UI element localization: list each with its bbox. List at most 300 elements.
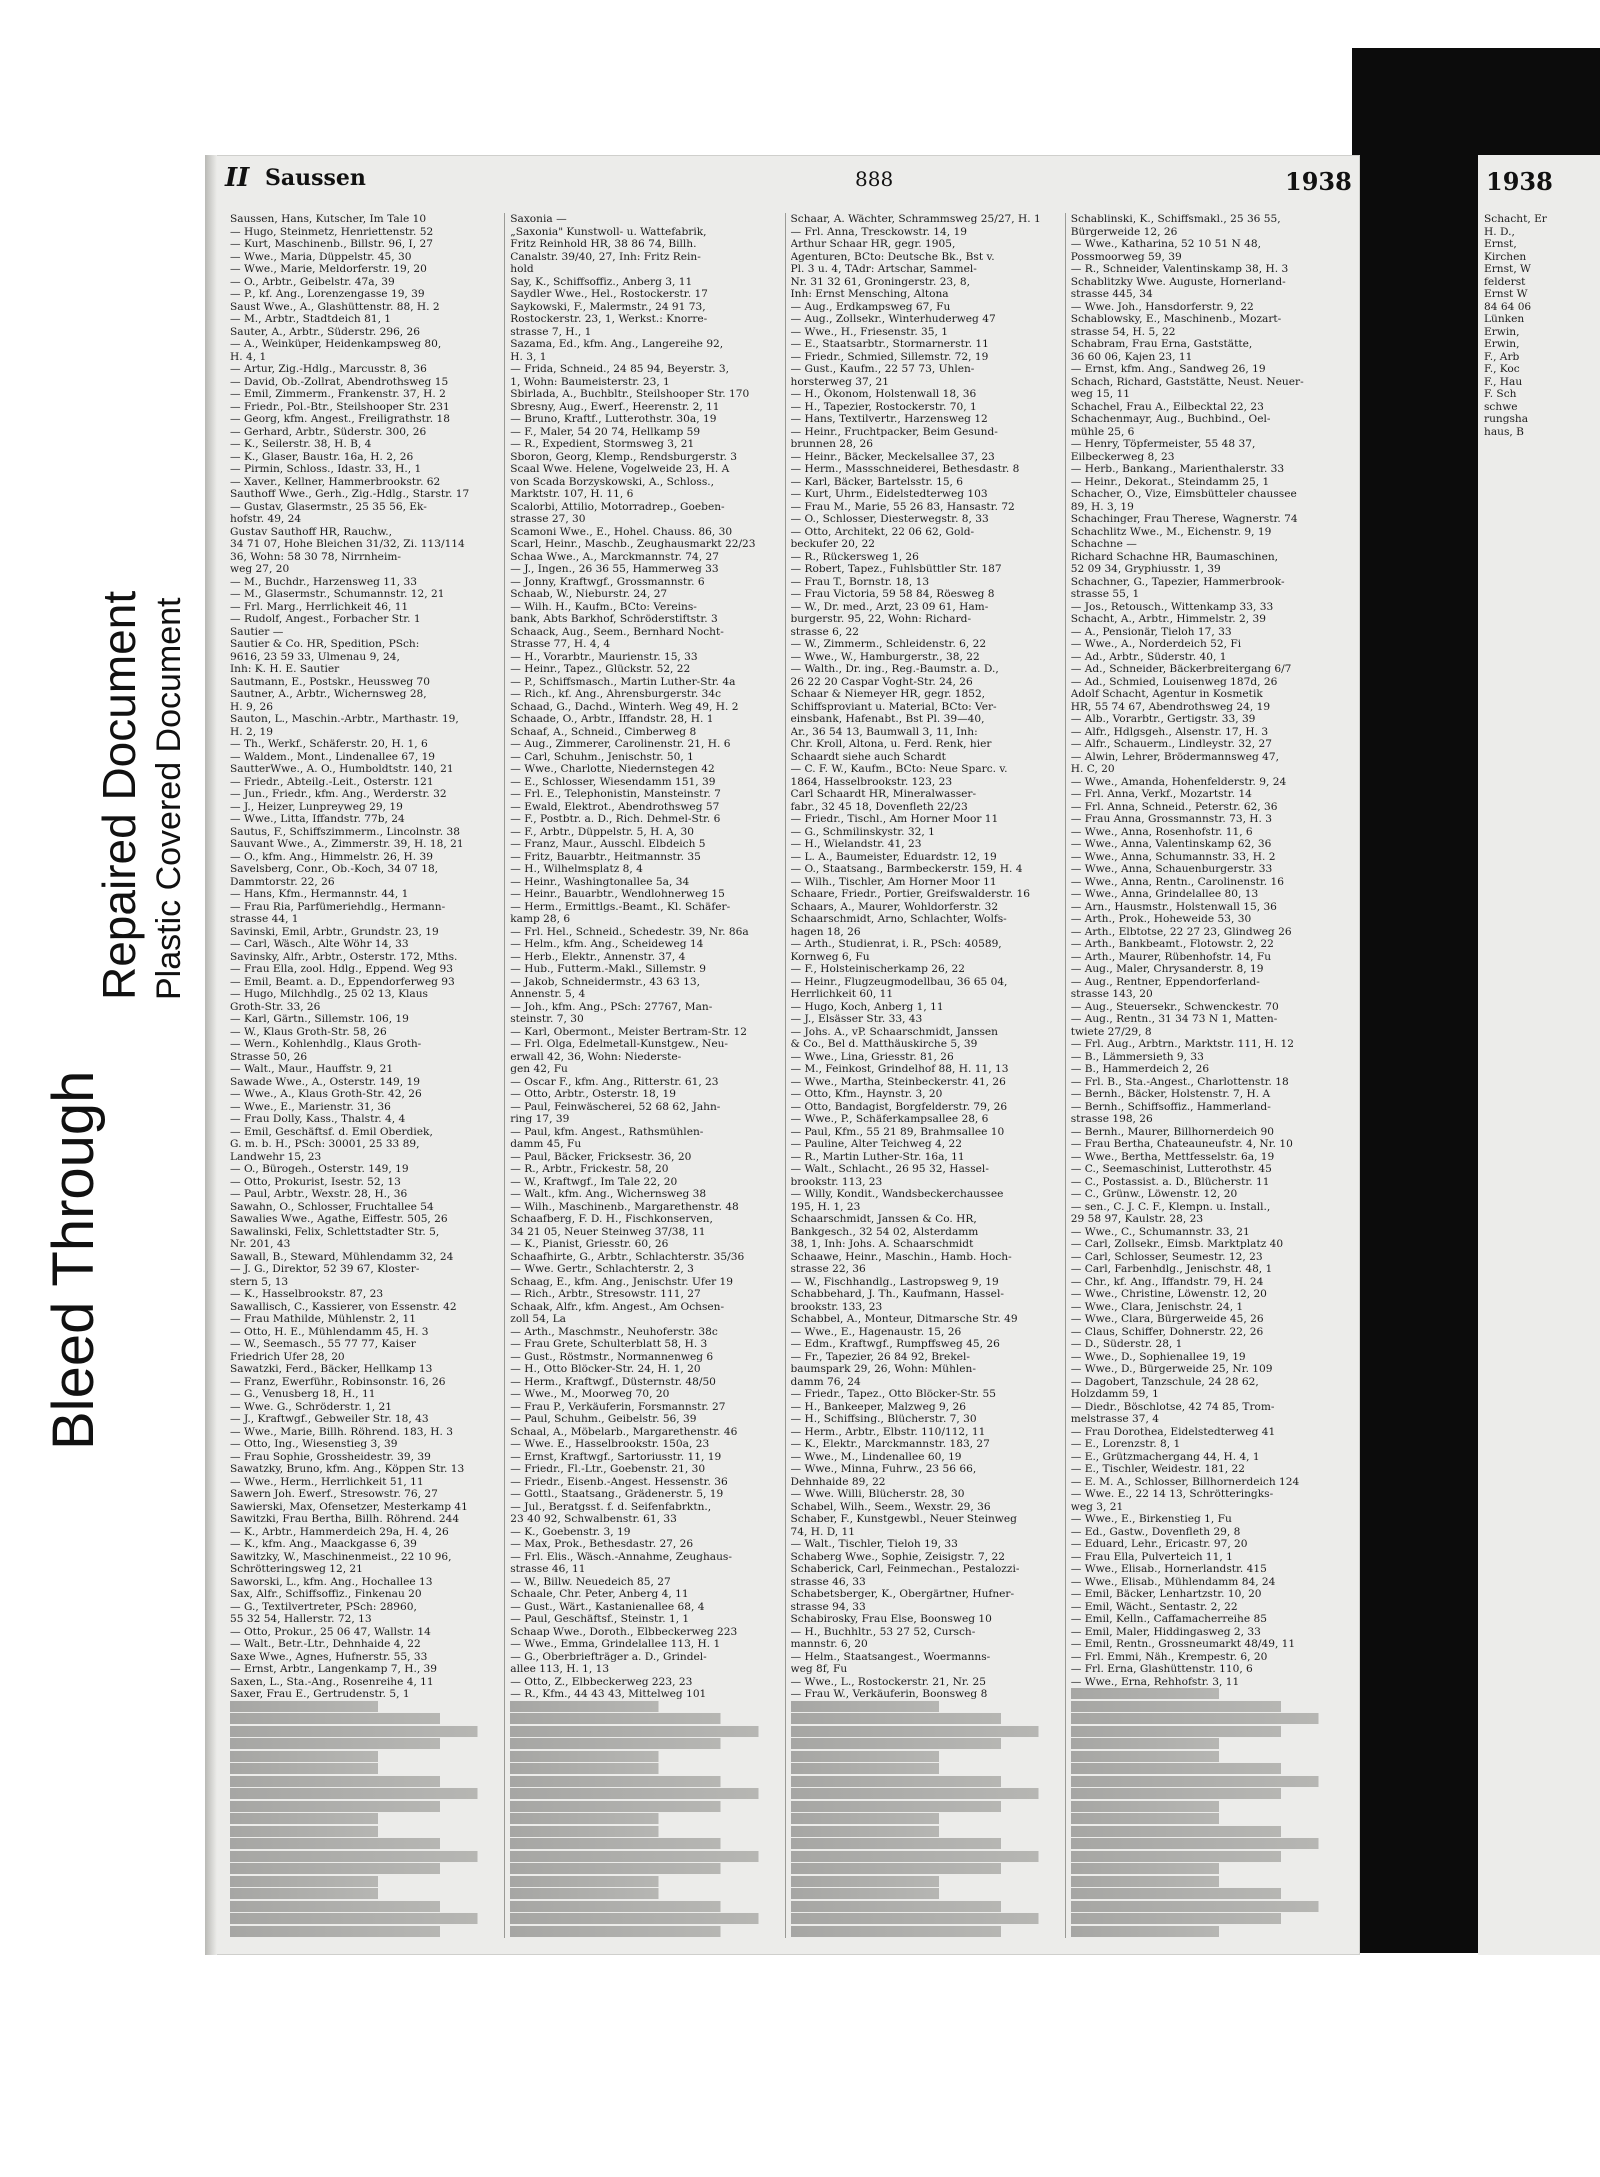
directory-entry: Sawitzky, W., Maschinenmeist., 22 10 96,	[230, 1550, 452, 1563]
directory-entry: — Hugo, Milchhdlg., 25 02 13, Klaus	[230, 988, 428, 1000]
directory-entry: Sauvant Wwe., A., Zimmerstr. 39, H. 18, 21	[230, 838, 464, 850]
directory-entry: Schaaf, A., Schneid., Cimberweg 8	[510, 725, 697, 738]
directory-entry: — Hans, Kfm., Hermannstr. 44, 1	[230, 888, 409, 900]
directory-entry: Bürgerweide 12, 26	[1070, 225, 1178, 238]
directory-entry: 34 21 05, Neuer Steinweg 37/38, 11	[510, 1225, 706, 1238]
directory-entry: — Wwe., Anna, Rentn., Carolinenstr. 16	[1070, 875, 1285, 888]
directory-entry: 23 40 92, Schwalbenstr. 61, 33	[510, 1513, 677, 1525]
directory-entry: Schaafhirte, G., Arbtr., Schlachterstr. 35/36	[510, 1250, 745, 1263]
facing-page-line: Kirchen	[1484, 250, 1527, 263]
directory-entry: Schablinski, K., Schiffsmakl., 25 36 55,	[1070, 213, 1281, 225]
directory-entry: — Walth., Dr. ing., Reg.-Baumstr. a. D.,	[790, 663, 999, 675]
directory-entry: — Frau Sophie, Grossheidestr. 39, 39	[230, 1450, 431, 1463]
directory-entry: — Paul, kfm. Angest., Rathsmühlen-	[510, 1125, 704, 1138]
printed-line-texture	[510, 1813, 779, 1824]
directory-entry: Herrlichkeit 60, 11	[790, 988, 894, 1000]
printed-line-texture	[1071, 1913, 1340, 1924]
directory-entry: strasse 22, 36	[790, 1263, 866, 1275]
directory-entry: Kornweg 6, Fu	[790, 950, 870, 963]
directory-entry: hofstr. 49, 24	[230, 513, 302, 525]
column-1	[225, 213, 504, 1938]
facing-page-line: F., Hau	[1484, 375, 1523, 388]
directory-entry: strasse 143, 20	[1070, 988, 1153, 1000]
directory-entry: — Wwe., Clara, Jenischstr. 24, 1	[1070, 1300, 1244, 1313]
directory-entry: Schaad, G., Dachd., Winterh. Weg 49, H. 2	[510, 700, 739, 713]
directory-entry: — Herb., Elektr., Annenstr. 37, 4	[510, 950, 686, 963]
directory-entry: — Max, Prok., Bethesdastr. 27, 26	[510, 1538, 694, 1550]
directory-entry: — K., Seilerstr. 38, H. B, 4	[230, 438, 372, 450]
directory-entry: — Claus, Schiffer, Dohnerstr. 22, 26	[1070, 1325, 1264, 1338]
directory-entry: — Wwe., Katharina, 52 10 51 N 48,	[1070, 238, 1262, 250]
directory-entry: — Wwe. Willi, Blücherstr. 28, 30	[790, 1488, 965, 1500]
repaired-document-label: Repaired Document	[93, 590, 145, 1000]
directory-entry: — H., Ökonom, Holstenwall 18, 36	[790, 388, 977, 400]
printed-line-texture	[791, 1838, 1060, 1849]
printed-line-texture	[230, 1701, 499, 1712]
directory-entry: — Paul, Geschäftsf., Steinstr. 1, 1	[510, 1613, 690, 1625]
directory-entry: — Carl, Schlosser, Seumestr. 12, 23	[1070, 1250, 1263, 1263]
directory-entry: — Frau Ella, zool. Hdlg., Eppend. Weg 93	[230, 963, 454, 975]
plastic-covered-label: Plastic Covered Document	[150, 597, 188, 1000]
directory-entry: einsbank, Hafenabt., Bst Pl. 39—40,	[790, 713, 985, 725]
printed-line-texture	[510, 1738, 779, 1749]
directory-entry: — R., Arbtr., Frickestr. 58, 20	[510, 1163, 669, 1175]
directory-entry: — J., Heizer, Lunpreyweg 29, 19	[230, 800, 403, 813]
printed-line-texture	[230, 1851, 499, 1862]
printed-line-texture	[791, 1701, 1060, 1712]
directory-entry: — Carl, Schuhm., Jenischstr. 50, 1	[510, 750, 694, 763]
directory-entry: — Wwe., Elisab., Mühlendamm 84, 24	[1070, 1575, 1276, 1588]
printed-line-texture	[230, 1913, 499, 1924]
printed-line-texture	[1071, 1863, 1340, 1874]
printed-line-texture	[510, 1713, 779, 1724]
directory-entry: — Eduard, Lehr., Ericastr. 97, 20	[1070, 1538, 1248, 1550]
page-gutter-shadow	[205, 155, 217, 1955]
directory-entry: 9616, 23 59 33, Ulmenau 9, 24,	[230, 650, 400, 663]
directory-entry: — Ernst, Kraftwgf., Sartoriusstr. 11, 19	[510, 1450, 722, 1463]
directory-entry: — Wwe., A., Norderdeich 52, Fi	[1070, 638, 1242, 650]
directory-entry: — Robert, Tapez., Fuhlsbüttler Str. 187	[790, 563, 1002, 575]
facing-page-line: F. Sch	[1484, 388, 1517, 400]
directory-entry: Strasse 77, H. 4, 4	[510, 638, 611, 650]
directory-entry: — Otto, Prokur., 25 06 47, Wallstr. 14	[230, 1625, 431, 1638]
directory-entry: weg 3, 21	[1070, 1500, 1124, 1513]
directory-entry: — Frl. Hel., Schneid., Schedestr. 39, Nr. 86a	[510, 925, 749, 938]
directory-entry: — W., Seemasch., 55 77 77, Kaiser	[230, 1338, 416, 1350]
directory-entry: — Xaver., Kellner, Hammerbrookstr. 62	[230, 475, 441, 488]
directory-entry: — Gustav, Glasermstr., 25 35 56, Ek-	[230, 500, 427, 513]
directory-entry: — W., Kraftwgf., Im Tale 22, 20	[510, 1175, 678, 1188]
directory-entry: — B., Hammerdeich 2, 26	[1070, 1063, 1210, 1075]
directory-entry: — Otto, Prokurist, Isestr. 52, 13	[230, 1175, 401, 1188]
bleed-through-label: Bleed Through	[41, 1070, 106, 1450]
directory-entry: Sbresny, Aug., Ewerf., Heerenstr. 2, 11	[510, 400, 720, 413]
directory-entry: — M., Arbtr., Stadtdeich 81, 1	[230, 313, 392, 325]
printed-line-texture	[230, 1813, 499, 1824]
directory-entry: hagen 18, 26	[790, 925, 861, 938]
printed-line-texture	[791, 1738, 1060, 1749]
directory-entry: strasse 46, 11	[510, 1563, 586, 1575]
directory-entry: Saust Wwe., A., Glashüttenstr. 88, H. 2	[230, 300, 440, 313]
directory-entry: burgerstr. 95, 22, Wohn: Richard-	[790, 613, 972, 625]
directory-entry: steinstr. 7, 30	[510, 1013, 584, 1025]
directory-entry: Sawatzki, Ferd., Bäcker, Hellkamp 13	[230, 1363, 433, 1375]
directory-entry: — Aug., Rentner, Eppendorferland-	[1070, 975, 1260, 988]
directory-entry: Marktstr. 107, H. 11, 6	[510, 488, 634, 500]
directory-entry: Sazama, Ed., kfm. Ang., Langereihe 92,	[510, 338, 724, 350]
directory-entry: — Frl. Aug., Arbtrn., Marktstr. 111, H. 12	[1070, 1038, 1294, 1050]
directory-entry: — K., Elektr., Marckmannstr. 183, 27	[790, 1438, 990, 1450]
directory-entry: — Wern., Kohlenhdlg., Klaus Groth-	[230, 1038, 422, 1050]
directory-entry: Schaardt siehe auch Schardt	[790, 750, 946, 763]
directory-entry: — Walt., Tischler, Tieloh 19, 33	[790, 1538, 958, 1550]
directory-entry: SautterWwe., A. O., Humboldtstr. 140, 21	[230, 763, 454, 775]
directory-entry: — Joh., kfm. Ang., PSch: 27767, Man-	[510, 1000, 713, 1013]
directory-entry: — Arth., Elbtotse, 22 27 23, Glindweg 26	[1070, 925, 1292, 938]
directory-entry: Schabram, Frau Erna, Gaststätte,	[1070, 338, 1253, 350]
printed-line-texture	[510, 1826, 779, 1837]
directory-entry: — Frl. Olga, Edelmetall-Kunstgew., Neu-	[510, 1038, 728, 1050]
printed-line-texture	[1071, 1826, 1340, 1837]
directory-entry: — K., Pianist, Griesstr. 60, 26	[510, 1238, 669, 1250]
printed-line-texture	[510, 1901, 779, 1912]
directory-entry: — Frau T., Bornstr. 18, 13	[790, 575, 930, 588]
directory-entry: — Karl, Bäcker, Bartelsstr. 15, 6	[790, 475, 964, 488]
directory-entry: — K., Hasselbrookstr. 87, 23	[230, 1288, 384, 1300]
directory-entry: — Walt., kfm. Ang., Wichernsweg 38	[510, 1188, 707, 1200]
directory-entry: — F., Maler, 54 20 74, Hellkamp 59	[510, 425, 701, 438]
directory-entry: Schablowsky, E., Maschinenb., Mozart-	[1070, 313, 1282, 325]
directory-entry: — Friedr., Fl.-Ltr., Goebenstr. 21, 30	[510, 1463, 706, 1475]
directory-entry: — Heinr., Bäcker, Meckelsallee 37, 23	[790, 450, 995, 463]
directory-entry: — Hans, Textilvertr., Harzensweg 12	[790, 413, 988, 425]
directory-entry: — M., Glasermstr., Schumannstr. 12, 21	[230, 588, 445, 600]
directory-entry: — Wwe., Litta, Iffandstr. 77b, 24	[230, 813, 405, 825]
printed-line-texture	[230, 1901, 499, 1912]
directory-entry: — Aug., Maler, Chrysanderstr. 8, 19	[1070, 963, 1264, 975]
directory-entry: — Alwin, Lehrer, Brödermannsweg 47,	[1070, 750, 1279, 763]
directory-entry: — Wwe. E., Hasselbrookstr. 150a, 23	[510, 1438, 710, 1450]
directory-entry: — Kurt, Maschinenb., Billstr. 96, I, 27	[230, 238, 433, 250]
directory-entry: — Emil, Wächt., Sentastr. 2, 22	[1070, 1600, 1238, 1613]
directory-entry: 1864, Hasselbrookstr. 123, 23	[790, 775, 953, 788]
directory-entry: — H., Bankeeper, Malzweg 9, 26	[790, 1400, 966, 1413]
directory-entry: — E. M. A., Schlosser, Billhornerdeich 124	[1070, 1475, 1300, 1488]
directory-entry: Scaal Wwe. Helene, Vogelweide 23, H. A	[510, 463, 730, 475]
directory-entry: — Heinr., Bauarbtr., Wendlohnerweg 15	[510, 888, 725, 900]
directory-entry: — Wwe., Marie, Meldorferstr. 19, 20	[230, 263, 427, 275]
directory-entry: strasse 94, 33	[790, 1600, 866, 1613]
directory-entry: HR, 55 74 67, Abendrothsweg 24, 19	[1070, 700, 1271, 713]
directory-entry: H. 3, 1	[510, 350, 547, 363]
directory-entry: — Frau Dorothea, Eidelstedterweg 41	[1070, 1425, 1276, 1438]
directory-entry: — Frau Anna, Grossmannstr. 73, H. 3	[1070, 813, 1273, 825]
printed-line-texture	[1071, 1688, 1340, 1699]
directory-entry: Schaars, A., Maurer, Wohldorferstr. 32	[790, 900, 999, 913]
directory-entry: — Wwe., Lina, Griesstr. 81, 26	[790, 1050, 954, 1063]
directory-entry: Sautier & Co. HR, Spedition, PSch:	[230, 638, 420, 650]
printed-line-texture	[791, 1888, 1060, 1899]
directory-entry: Saydler Wwe., Hel., Rostockerstr. 17	[510, 288, 708, 300]
directory-entry: — R., Martin Luther-Str. 16a, 11	[790, 1150, 965, 1163]
printed-line-texture	[230, 1788, 499, 1799]
directory-entry: Schaag, E., kfm. Ang., Jenischstr. Ufer 19	[510, 1275, 734, 1288]
directory-entry: — E., Grützmachergang 44, H. 4, 1	[1070, 1450, 1260, 1463]
directory-entry: — B., Lämmersieth 9, 33	[1070, 1050, 1204, 1063]
facing-page-year: 1938	[1486, 167, 1553, 196]
directory-entry: brookstr. 133, 23	[790, 1300, 883, 1313]
printed-line-texture	[230, 1738, 499, 1749]
directory-entry: Sawall, B., Steward, Mühlendamm 32, 24	[230, 1250, 454, 1263]
facing-page-line: F., Arb	[1484, 350, 1520, 363]
printed-line-texture	[791, 1776, 1060, 1787]
printed-line-texture	[1071, 1738, 1340, 1749]
directory-entry: — C., Grünw., Löwenstr. 12, 20	[1070, 1188, 1238, 1200]
directory-entry: — Friedr., Tischl., Am Horner Moor 11	[790, 813, 999, 825]
directory-entry: hold	[510, 263, 534, 275]
directory-entry: — Dagobert, Tanzschule, 24 28 62,	[1070, 1375, 1259, 1388]
directory-entry: Ar., 36 54 13, Baumwall 3, 11, Inh:	[790, 725, 978, 738]
directory-entry: Schaar & Niemeyer HR, gegr. 1852,	[790, 688, 986, 700]
directory-entry: Saykowski, F., Malermstr., 24 91 73,	[510, 300, 706, 313]
printed-line-texture	[1071, 1851, 1340, 1862]
directory-entry: & Co., Bel d. Matthäuskirche 5, 39	[790, 1038, 978, 1050]
directory-entry: strasse 44, 1	[230, 913, 299, 925]
directory-entry: Schaar, A. Wächter, Schrammsweg 25/27, H. 1	[790, 213, 1041, 225]
directory-entry: — Aug., Erdkampsweg 67, Fu	[790, 300, 951, 313]
directory-entry: — Wwe., Christine, Löwenstr. 12, 20	[1070, 1288, 1267, 1300]
directory-entry: — Wwe., Charlotte, Niedernstegen 42	[510, 763, 715, 775]
directory-entry: — E., Schlosser, Wiesendamm 151, 39	[510, 775, 716, 788]
directory-entry: — Wilh. H., Kaufm., BCto: Vereins-	[510, 600, 697, 613]
directory-entry: — H., Otto Blöcker-Str. 24, H. 1, 20	[510, 1363, 701, 1375]
directory-entry: Pl. 3 u. 4, TAdr: Artschar, Sammel-	[790, 263, 977, 275]
directory-entry: — Alb., Vorarbtr., Gertigstr. 33, 39	[1070, 713, 1256, 725]
directory-entry: — Wwe., Clara, Bürgerweide 45, 26	[1070, 1313, 1264, 1325]
directory-entry: Sautus, F., Schiffszimmerm., Lincolnstr. 38	[230, 825, 460, 838]
printed-line-texture	[510, 1788, 779, 1799]
directory-entry: — Otto, Z., Elbbeckerweg 223, 23	[510, 1675, 693, 1688]
directory-entry: — K., kfm. Ang., Maackgasse 6, 39	[230, 1538, 417, 1550]
directory-entry: — G., Textilvertreter, PSch: 28960,	[230, 1600, 417, 1613]
facing-page-line: Ernst, W	[1484, 263, 1531, 275]
printed-line-texture	[230, 1713, 499, 1724]
directory-entry: H. C, 20	[1070, 763, 1115, 775]
directory-entry: — Wwe., Anna, Grindelallee 80, 13	[1070, 888, 1259, 900]
facing-page-line: Schacht, Er	[1484, 213, 1547, 225]
directory-entry: zoll 54, La	[510, 1313, 566, 1325]
section-number: II	[225, 163, 250, 193]
directory-entry: Sawallisch, C., Kassierer, von Essenstr. 42	[230, 1300, 457, 1313]
directory-entry: Sautier —	[230, 625, 284, 638]
directory-entry: Schabetsberger, K., Obergärtner, Hufner-	[790, 1588, 1015, 1600]
directory-entry: — Ed., Gastw., Dovenfleth 29, 8	[1070, 1525, 1241, 1538]
printed-line-texture	[230, 1801, 499, 1812]
facing-page-line: Erwin,	[1484, 325, 1520, 338]
directory-entry: — Frau Bertha, Chateauneufstr. 4, Nr. 10	[1070, 1138, 1293, 1150]
directory-entry: — A., Pensionär, Tieloh 17, 33	[1070, 625, 1232, 638]
directory-entry: Nr. 201, 43	[230, 1238, 291, 1250]
directory-entry: — Frau W., Verkäuferin, Boonsweg 8	[790, 1688, 988, 1700]
directory-entry: — Otto, Architekt, 22 06 62, Gold-	[790, 525, 975, 538]
directory-entry: — Carl, Wäsch., Alte Wöhr 14, 33	[230, 938, 409, 950]
directory-entry: — G., Venusberg 18, H., 11	[230, 1388, 376, 1400]
directory-entry: 1, Wohn: Baumeisterstr. 23, 1	[510, 375, 670, 388]
directory-entry: — H., Wilhelmsplatz 8, 4	[510, 863, 643, 875]
directory-entry: ring 17, 39	[510, 1113, 570, 1125]
directory-entry: Savelsberg, Conr., Ob.-Koch, 34 07 18,	[230, 863, 439, 875]
directory-entry: Schrötteringsweg 12, 21	[230, 1563, 363, 1575]
directory-entry: — G., Oberbriefträger a. D., Grindel-	[510, 1650, 707, 1663]
directory-entry: — H., Vorarbtr., Maurienstr. 15, 33	[510, 650, 698, 663]
directory-entry: Say, K., Schiffsoffiz., Anberg 3, 11	[510, 275, 693, 288]
directory-entry: Groth-Str. 33, 26	[230, 1000, 321, 1013]
directory-entry: strasse 445, 34	[1070, 288, 1153, 300]
directory-entry: stern 5, 13	[230, 1275, 289, 1288]
directory-entry: — Jonny, Kraftwgf., Grossmannstr. 6	[510, 575, 705, 588]
directory-entry: Schaa Wwe., A., Marckmannstr. 74, 27	[510, 550, 719, 563]
directory-entry: allee 113, H. 1, 13	[510, 1663, 610, 1675]
directory-entry: Richard Schachne HR, Baumaschinen,	[1070, 550, 1279, 563]
directory-entry: Saxonia —	[510, 213, 567, 225]
printed-line-texture	[1071, 1926, 1340, 1937]
directory-entry: 55 32 54, Hallerstr. 72, 13	[230, 1613, 372, 1625]
directory-entry: Sawatzky, Bruno, kfm. Ang., Köppen Str. 13	[230, 1463, 465, 1475]
printed-line-texture	[1071, 1788, 1340, 1799]
directory-entry: bank, Abts Barkhof, Schröderstiftstr. 3	[510, 613, 718, 625]
printed-line-texture	[230, 1776, 499, 1787]
directory-entry: 29 58 97, Kaulstr. 28, 23	[1070, 1213, 1204, 1225]
directory-entry: — Emil, Maler, Hiddingasweg 2, 33	[1070, 1625, 1261, 1638]
directory-entry: — O., Bürogeh., Osterstr. 149, 19	[230, 1163, 409, 1175]
directory-entry: — Wwe., Anna, Schauenburgerstr. 33	[1070, 863, 1273, 875]
directory-entry: Carl Schaardt HR, Mineralwasser-	[790, 788, 977, 800]
directory-entry: — Wwe., E., Hagenaustr. 15, 26	[790, 1325, 962, 1338]
directory-entry: Annenstr. 5, 4	[510, 988, 586, 1000]
directory-entry: Chr. Kroll, Altona, u. Ferd. Renk, hier	[790, 738, 992, 750]
directory-entry: — Herm., Ermittlgs.-Beamt., Kl. Schäfer-	[510, 900, 731, 913]
directory-entry: — A., Weinküper, Heidenkampsweg 80,	[230, 338, 442, 350]
facing-page-line: Ernst W	[1484, 288, 1528, 300]
directory-entry: — Frl. Anna, Schneid., Peterstr. 62, 36	[1070, 800, 1278, 813]
directory-entry: — Wwe., Anna, Valentinskamp 62, 36	[1070, 838, 1272, 850]
directory-entry: — Rich., Arbtr., Stresowstr. 111, 27	[510, 1288, 701, 1300]
printed-line-texture	[791, 1726, 1060, 1737]
printed-line-texture	[791, 1826, 1060, 1837]
directory-entry: — Hugo, Koch, Anberg 1, 11	[790, 1000, 944, 1013]
directory-entry: — F., Postbtr. a. D., Rich. Dehmel-Str. 6	[510, 813, 721, 825]
directory-entry: — Arth., Bankbeamt., Flotowstr. 2, 22	[1070, 938, 1274, 950]
directory-entry: Schachel, Frau A., Eilbecktal 22, 23	[1070, 400, 1264, 413]
directory-entry: — Wwe., Erna, Rehhofstr. 3, 11	[1070, 1675, 1240, 1688]
directory-entry: mannstr. 6, 20	[790, 1638, 868, 1650]
printed-line-texture	[791, 1813, 1060, 1824]
directory-entry: Schachinger, Frau Therese, Wagnerstr. 74	[1070, 513, 1298, 525]
directory-entry: — Jos., Retousch., Wittenkamp 33, 33	[1070, 600, 1274, 613]
directory-entry: — Arth., Maschmstr., Neuhoferstr. 38c	[510, 1325, 718, 1338]
directory-entry: Sbirlada, A., Buchbltr., Steilshooper Str. 170	[510, 388, 750, 400]
directory-entry: strasse 7, H., 1	[510, 325, 592, 338]
directory-entry: — Pirmin, Schloss., Idastr. 33, H., 1	[230, 463, 422, 475]
printed-line-texture	[230, 1826, 499, 1837]
directory-entry: — Ernst, kfm. Ang., Sandweg 26, 19	[1070, 363, 1266, 375]
directory-entry: Agenturen, BCto: Deutsche Bk., Bst v.	[790, 250, 995, 263]
printed-line-texture	[230, 1726, 499, 1737]
directory-entry: — Kurt, Uhrm., Eidelstedterweg 103	[790, 488, 988, 500]
directory-entry: 38, 1, Inh: Johs. A. Schaarschmidt	[790, 1238, 974, 1250]
directory-entry: — Emil, Rentn., Grossneumarkt 48/49, 11	[1070, 1638, 1296, 1650]
directory-entry: — K., Goebenstr. 3, 19	[510, 1525, 631, 1538]
header-catchword: Saussen	[265, 165, 366, 191]
directory-entry: kamp 28, 6	[510, 913, 571, 925]
printed-line-texture	[1071, 1776, 1340, 1787]
directory-entry: — Walt., Betr.-Ltr., Dehnhaide 4, 22	[230, 1638, 421, 1650]
directory-entry: 195, H. 1, 23	[790, 1200, 861, 1213]
directory-entry: brookstr. 113, 23	[790, 1175, 883, 1188]
directory-entry: — Friedr., Abteilg.-Leit., Osterstr. 121	[230, 775, 434, 788]
directory-entry: — J., Kraftwgf., Gebweiler Str. 18, 43	[230, 1413, 429, 1425]
directory-entry: Savinski, Emil, Arbtr., Grundstr. 23, 19	[230, 925, 439, 938]
column-3	[785, 213, 1065, 1938]
printed-line-texture	[230, 1876, 499, 1887]
directory-entry: erwall 42, 36, Wohn: Niederste-	[510, 1050, 682, 1063]
directory-entry: Sawitzki, Frau Bertha, Billh. Röhrend. 244	[230, 1513, 460, 1525]
directory-entry: Friedrich Ufer 28, 20	[230, 1350, 345, 1363]
directory-entry: Dammtorstr. 22, 26	[230, 875, 335, 888]
directory-entry: H. 4, 1	[230, 350, 267, 363]
directory-entry: Sauton, L., Maschin.-Arbtr., Marthastr. 19,	[230, 713, 459, 725]
directory-page	[205, 155, 1360, 1955]
directory-entry: — Arth., Prok., Hoheweide 53, 30	[1070, 913, 1252, 925]
directory-entry: — G., Schmilinskystr. 32, 1	[790, 825, 935, 838]
directory-entry: — Wilh., Tischler, Am Horner Moor 11	[790, 875, 997, 888]
entry-columns	[225, 213, 1345, 1938]
directory-entry: „Saxonia" Kunstwoll- u. Wattefabrik,	[510, 225, 707, 238]
directory-entry: — Alfr., Hdlgsgeh., Alsenstr. 17, H. 3	[1070, 725, 1269, 738]
directory-entry: — Wwe., Elisab., Hornerlandstr. 415	[1070, 1563, 1267, 1575]
printed-line-texture	[510, 1913, 779, 1924]
directory-entry: Schaap Wwe., Doroth., Elbbeckerweg 223	[510, 1625, 738, 1638]
directory-entry: von Scada Borzyskowski, A., Schloss.,	[510, 475, 714, 488]
directory-entry: Inh: Ernst Mensching, Altona	[790, 288, 949, 300]
directory-entry: — W., Billw. Neuedeich 85, 27	[510, 1575, 671, 1588]
directory-entry: H. 2, 19	[230, 725, 273, 738]
directory-entry: — J. G., Direktor, 52 39 67, Kloster-	[230, 1263, 420, 1275]
directory-entry: — Frl. Emmi, Näh., Krempestr. 6, 20	[1070, 1650, 1268, 1663]
directory-entry: — W., Klaus Groth-Str. 58, 26	[230, 1025, 387, 1038]
printed-line-texture	[510, 1863, 779, 1874]
directory-entry: — Frau P., Verkäuferin, Forsmannstr. 27	[510, 1400, 726, 1413]
directory-entry: Schachlitz Wwe., M., Eichenstr. 9, 19	[1070, 525, 1272, 538]
directory-entry: — Gust., Kaufm., 22 57 73, Uhlen-	[790, 363, 975, 375]
directory-entry: Schaab, W., Nieburstr. 24, 27	[510, 588, 668, 600]
printed-line-texture	[510, 1801, 779, 1812]
printed-line-texture	[1071, 1713, 1340, 1724]
directory-entry: — Wwe., Emma, Grindelallee 113, H. 1	[510, 1638, 721, 1650]
directory-entry: — Arth., Studienrat, i. R., PSch: 40589,	[790, 938, 1002, 950]
directory-entry: — Carl, Farbenhdlg., Jenischstr. 48, 1	[1070, 1263, 1273, 1275]
directory-entry: Bankgesch., 32 54 02, Alsterdamm	[790, 1225, 979, 1238]
directory-entry: — Heinr., Washingtonallee 5a, 34	[510, 875, 690, 888]
directory-entry: — Hugo, Steinmetz, Henriettenstr. 52	[230, 225, 434, 238]
directory-entry: — P., kf. Ang., Lorenzengasse 19, 39	[230, 288, 425, 300]
directory-entry: — Paul, Arbtr., Wexstr. 28, H., 36	[230, 1188, 408, 1200]
directory-entry: Sautmann, E., Postskr., Heussweg 70	[230, 675, 431, 688]
directory-entry: — Wwe., Anna, Rosenhofstr. 11, 6	[1070, 825, 1253, 838]
directory-entry: Schaberg Wwe., Sophie, Zeisigstr. 7, 22	[790, 1550, 1005, 1563]
directory-entry: — Frau Ria, Parfümeriehdlg., Hermann-	[230, 900, 446, 913]
directory-entry: Sawalinski, Felix, Schlettstadter Str. 5,	[230, 1225, 440, 1238]
